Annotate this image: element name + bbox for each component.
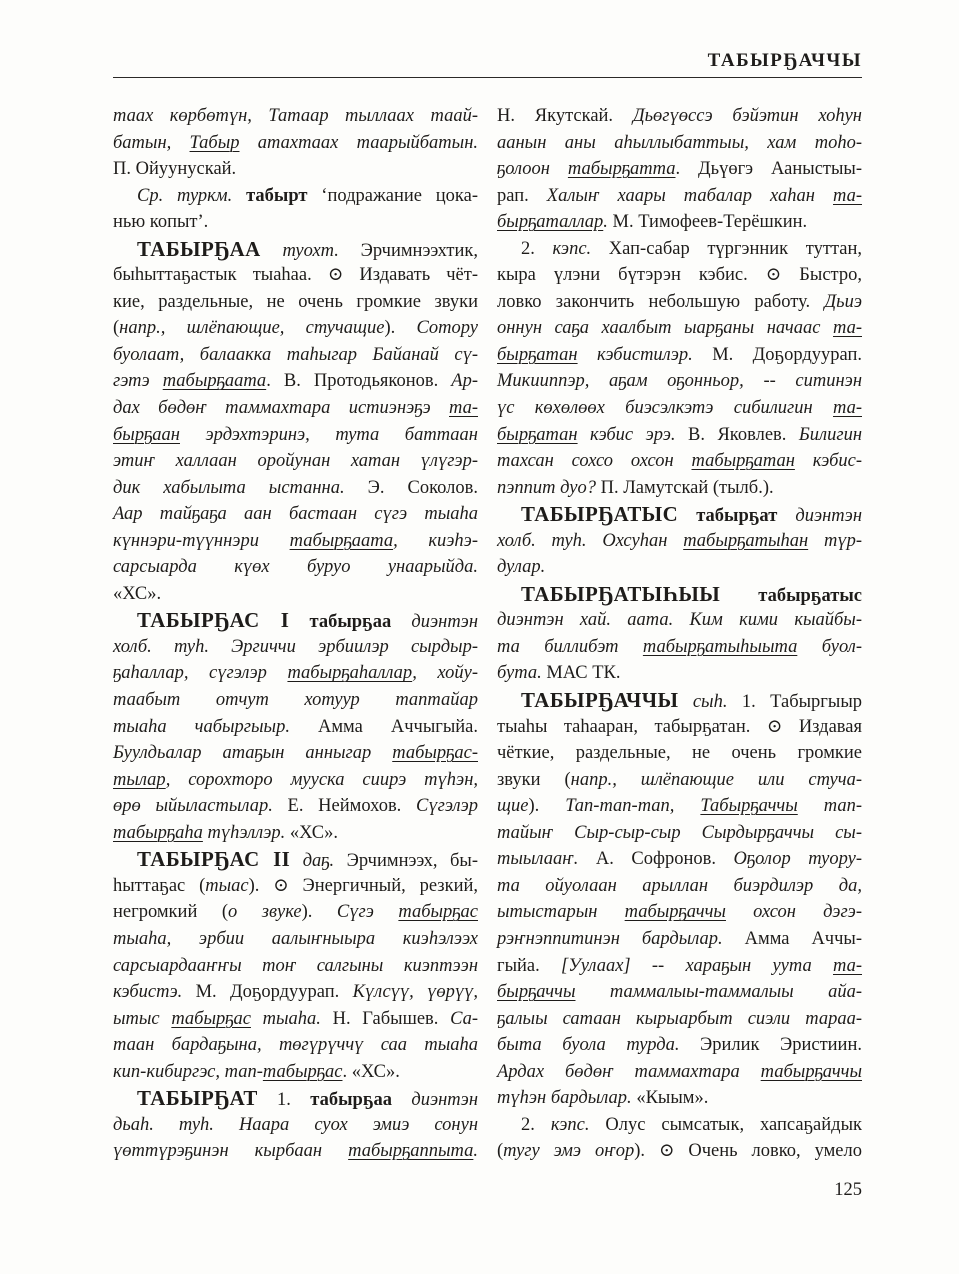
- text-line: [497, 1032, 862, 1059]
- text-segment: ТАБЫРҔАТ: [137, 1086, 258, 1111]
- text-segment: М. Доҕордуурап.: [195, 982, 353, 1003]
- text-line: [497, 687, 862, 714]
- running-head: ТАБЫРҔАЧЧЫ: [707, 50, 862, 71]
- text-segment: Буулдьалар атаҕын анныгар: [113, 743, 393, 764]
- text-line: [497, 315, 862, 342]
- text-segment: табырҕатан: [691, 451, 795, 472]
- text-line: [497, 368, 862, 395]
- text-segment: пэппит дуо?: [497, 477, 601, 498]
- text-line: [113, 342, 478, 369]
- text-segment: табырҕас: [398, 902, 478, 923]
- text-segment: та-: [833, 185, 862, 206]
- text-segment: ).: [384, 318, 417, 339]
- text-line: [113, 793, 478, 820]
- text-segment: ).: [301, 902, 337, 923]
- text-line: [497, 660, 862, 687]
- text-line: [497, 1138, 862, 1165]
- text-segment: Күлсүү, үөрүү,: [352, 982, 478, 1003]
- text-segment: табырҕаһаллар: [287, 663, 413, 684]
- text-line: [113, 714, 478, 741]
- text-segment: табырҕаппыта: [348, 1141, 474, 1162]
- text-segment: табырт: [246, 185, 308, 206]
- text-segment: П. Ламутскай (тылб.).: [600, 477, 774, 498]
- text-segment: рэҥнэппитинэн бардылар.: [497, 928, 745, 949]
- text-line: [497, 422, 862, 449]
- text-segment: , киэһэ-: [393, 530, 478, 551]
- text-segment: табырҕас: [171, 1008, 251, 1029]
- text-segment: ‘подражание цока-: [307, 185, 479, 206]
- text-line: [113, 1006, 478, 1033]
- text-line: [113, 448, 478, 475]
- text-segment: чёткие, раздельные, не очень громкие: [497, 743, 862, 764]
- text-segment: тыылааҥ.: [497, 849, 596, 870]
- text-line: [497, 183, 862, 210]
- text-line: [113, 926, 478, 953]
- text-line: [113, 873, 478, 900]
- text-line: [497, 607, 862, 634]
- text-segment: звуки (: [497, 769, 571, 790]
- text-segment: та-: [833, 318, 862, 339]
- text-segment: гыйа.: [497, 955, 562, 976]
- text-line: [113, 501, 478, 528]
- text-segment: аанын аны аһыллыбаттыы, хам тоһо-: [497, 132, 862, 153]
- text-segment: Тап-тап-тап,: [565, 796, 701, 817]
- text-segment: сыһ.: [692, 692, 728, 713]
- text-segment: 1.: [257, 1090, 311, 1111]
- text-line: [497, 342, 862, 369]
- text-segment: .: [603, 212, 613, 233]
- text-segment: ҕолоон: [497, 159, 568, 180]
- text-segment: кэбистилэр.: [577, 344, 713, 365]
- text-segment: тыас: [205, 875, 249, 896]
- text-line: [497, 1059, 862, 1086]
- text-segment: та ойуолаан арыллан биэрдилэр да,: [497, 875, 862, 896]
- text-segment: ҕалыы сатаан кырыарбыт сиэли тараа-: [497, 1008, 862, 1029]
- text-line: [113, 899, 478, 926]
- text-segment: ТАБЫРҔАТЫС: [521, 502, 679, 527]
- text-segment: та биллибэт: [497, 636, 643, 657]
- text-segment: , сорохторо мууска сиирэ түһэн,: [165, 769, 478, 790]
- text-line: [113, 1032, 478, 1059]
- text-segment: ловко закончить небольшую работу.: [497, 291, 825, 312]
- text-segment: негромкий (: [113, 902, 228, 923]
- text-segment: МАС ТК.: [546, 663, 621, 684]
- text-segment: табырҕаата: [289, 530, 394, 551]
- text-segment: дах бөдөҥ таммахтара истиэнэҕэ: [113, 398, 449, 419]
- text-segment: быта буола турда.: [497, 1035, 700, 1056]
- text-segment: та-: [833, 398, 862, 419]
- text-segment: атахтаах таарыйбатын.: [239, 132, 478, 153]
- text-segment: бырҕаччы: [497, 982, 576, 1003]
- text-segment: тахсан сохсо охсон: [497, 451, 692, 472]
- text-segment: табырҕатыһыыта: [642, 636, 798, 657]
- text-segment: кэпс.: [550, 1114, 590, 1135]
- text-segment: ТАБЫРҔАС I: [137, 608, 290, 633]
- text-line: [497, 714, 862, 741]
- text-line: [113, 289, 478, 316]
- text-segment: бырҕаан: [113, 424, 180, 445]
- text-segment: М. Тимофеев-Терёшкин.: [612, 212, 808, 233]
- text-segment: эрдэхтэринэ, тута баттаан: [179, 424, 478, 445]
- text-segment: бырҕатан: [497, 344, 578, 365]
- text-line: [113, 740, 478, 767]
- text-line: [497, 1085, 862, 1112]
- text-segment: Дьөгүөссэ бэйэтин хоһун: [632, 106, 862, 126]
- text-segment: тап-: [797, 796, 862, 817]
- text-segment: Амма Аччыгыйа.: [317, 716, 479, 737]
- text-segment: (: [497, 1141, 504, 1162]
- text-line: [497, 156, 862, 183]
- text-line: [497, 554, 862, 581]
- header-divider: [113, 77, 862, 78]
- text-segment: һыттаҕас (: [113, 875, 206, 896]
- text-segment: П. Ойуунускай.: [113, 159, 237, 180]
- text-segment: ҕаһаллар, сүгэлэр: [113, 663, 288, 684]
- text-segment: нью копыт’.: [113, 212, 209, 233]
- text-segment: тыаһа.: [250, 1008, 333, 1029]
- text-segment: түр-: [808, 530, 862, 551]
- text-line: [113, 846, 478, 873]
- text-segment: «ХС».: [113, 583, 162, 604]
- text-line: [497, 395, 862, 422]
- text-segment: холб. туһ. Охсуһан: [497, 530, 684, 551]
- text-segment: табырҕаа: [309, 612, 392, 633]
- text-segment: кие, раздельные, не очень громкие звуки: [113, 291, 478, 312]
- text-segment: Сүгэ: [336, 902, 399, 923]
- column-left: [113, 103, 478, 1165]
- text-line: [497, 262, 862, 289]
- text-line: [497, 1112, 862, 1139]
- text-segment: Эрилик Эристиин.: [699, 1035, 862, 1056]
- text-segment: [Уулаах] -- хараҕын уута: [561, 955, 833, 976]
- text-segment: «ХС».: [289, 822, 338, 843]
- text-segment: ытыстарын: [497, 902, 625, 923]
- text-segment: Ср. туркм.: [137, 185, 247, 206]
- text-line: [113, 687, 478, 714]
- text-segment: Ар-: [451, 371, 478, 392]
- text-line: [497, 448, 862, 475]
- text-segment: та-: [449, 398, 478, 419]
- text-segment: сарсыардааҥҥы тоҥ салгыны киэптээн: [113, 955, 478, 976]
- text-segment: [678, 506, 696, 526]
- text-line: [497, 528, 862, 555]
- text-segment: батын,: [113, 132, 190, 153]
- text-segment: (: [113, 318, 120, 339]
- text-segment: сарсыарда күөх буруо унаарыйда.: [113, 557, 478, 578]
- text-line: [497, 581, 862, 608]
- text-segment: Дьиэ: [824, 291, 862, 312]
- text-segment: Н. Габышев.: [332, 1008, 451, 1029]
- text-segment: тайыҥ Сыр-сыр-сыр Сырдырҕаччы сы-: [497, 822, 862, 843]
- text-line: [497, 899, 862, 926]
- text-segment: бырҕаталлар: [497, 212, 604, 233]
- text-segment: күннэри-түүннэри: [113, 530, 290, 551]
- text-segment: Амма Аччы-: [744, 928, 863, 949]
- text-segment: [290, 851, 302, 871]
- text-segment: рап.: [497, 185, 547, 206]
- text-columns: [113, 103, 862, 1165]
- text-line: [113, 475, 478, 502]
- text-segment: диэнтэн: [777, 506, 863, 527]
- text-segment: бырҕатан: [497, 424, 578, 445]
- text-segment: Оҕолор туору-: [733, 849, 862, 870]
- page-header: [113, 50, 862, 78]
- text-segment: ТАБЫРҔАА: [137, 236, 261, 261]
- text-segment: ытыс: [113, 1008, 172, 1029]
- text-segment: А. Софронов.: [595, 849, 734, 870]
- text-segment: Сүгэлэр: [416, 796, 478, 817]
- text-line: [113, 660, 478, 687]
- text-segment: таабыт отчут хотуур таптайар: [113, 690, 478, 711]
- text-segment: Билигин: [798, 424, 862, 445]
- text-segment: Табыр: [189, 132, 240, 153]
- text-segment: .: [473, 1141, 478, 1162]
- text-line: [497, 767, 862, 794]
- text-line: [113, 634, 478, 661]
- text-segment: о звуке: [228, 902, 302, 923]
- text-segment: напр., шлёпающие, стучащие: [119, 318, 385, 339]
- text-segment: кэбис эрэ.: [577, 424, 689, 445]
- text-segment: табырҕас: [262, 1061, 343, 1082]
- text-line: [113, 953, 478, 980]
- text-segment: Халыҥ хаары табалар хаһан: [546, 185, 833, 206]
- text-segment: холб. туһ. Эргиччи эрбиилэр сырдыр-: [113, 636, 478, 657]
- text-segment: щие: [497, 796, 529, 817]
- text-segment: ).: [528, 796, 566, 817]
- text-segment: табырҕаһа: [113, 822, 203, 843]
- text-segment: диэнтэн: [392, 1090, 479, 1111]
- text-line: [113, 1112, 478, 1139]
- text-line: [497, 846, 862, 873]
- text-segment: тыаһа, эрбии аалыҥныыра киэһэлээх: [113, 928, 478, 949]
- text-segment: даҕ.: [302, 851, 335, 872]
- text-segment: гэтэ: [113, 371, 163, 392]
- text-line: [113, 1138, 478, 1165]
- text-segment: та-: [833, 955, 862, 976]
- text-segment: бута.: [497, 663, 547, 684]
- text-line: [497, 475, 862, 502]
- text-segment: табырҕатыс: [758, 585, 862, 606]
- column-right: [497, 103, 862, 1165]
- text-line: [497, 979, 862, 1006]
- text-segment: түһэн бардылар.: [497, 1088, 637, 1109]
- text-segment: Са-: [450, 1008, 479, 1029]
- text-segment: өрө ыйыластылар.: [113, 796, 288, 817]
- text-segment: ). ⊙ Энергичный, резкий,: [248, 875, 478, 896]
- text-line: [113, 820, 478, 847]
- text-segment: Олус сымсатык, хапсаҕайдык: [589, 1114, 863, 1135]
- text-line: [497, 501, 862, 528]
- text-segment: Микииппэр, аҕам оҕонньор, -- ситинэн: [497, 371, 862, 392]
- text-line: [497, 103, 862, 130]
- text-segment: напр., шлёпающие или стуча-: [570, 769, 862, 790]
- text-segment: [289, 612, 309, 632]
- text-segment: В. Яковлев.: [688, 424, 799, 445]
- text-segment: [678, 692, 692, 712]
- text-segment: быһыттаҕастык тыаһаа. ⊙ Издавать чёт-: [113, 265, 478, 286]
- text-segment: табырҕатыһан: [683, 530, 809, 551]
- text-segment: 2.: [521, 1114, 551, 1135]
- text-line: [113, 130, 478, 157]
- text-segment: табырҕатта: [567, 159, 676, 180]
- text-segment: Сотору: [416, 318, 478, 339]
- text-segment: кип-кибиргэс, тап-: [113, 1061, 263, 1082]
- text-segment: ТАБЫРҔАТЫҺЫЫ: [521, 581, 721, 606]
- text-segment: . «ХС».: [342, 1061, 400, 1082]
- text-segment: туохт.: [282, 240, 339, 261]
- text-segment: кэбистэ.: [113, 982, 196, 1003]
- text-line: [497, 130, 862, 157]
- text-line: [497, 289, 862, 316]
- text-line: [497, 209, 862, 236]
- text-line: [113, 767, 478, 794]
- text-segment: охсон дэгэ-: [725, 902, 862, 923]
- text-segment: табырҕас-: [392, 743, 478, 764]
- text-segment: Ардах бөдөҥ таммахтара: [497, 1061, 761, 1082]
- text-segment: Э. Соколов.: [367, 477, 478, 498]
- text-line: [113, 103, 478, 130]
- text-segment: дьаһ. туһ. Наара суох эмиэ сонун: [113, 1114, 478, 1135]
- text-segment: . Дьүөгэ Ааныстыы-: [675, 159, 863, 180]
- text-segment: табырҕаччы: [760, 1061, 862, 1082]
- text-line: [113, 607, 478, 634]
- text-line: [497, 1006, 862, 1033]
- text-line: [113, 581, 478, 608]
- text-segment: этиҥ халлаан оройунан хатан үлүгэр-: [113, 451, 478, 472]
- text-segment: «Кыым».: [636, 1088, 709, 1109]
- text-segment: [261, 241, 283, 261]
- text-line: [113, 368, 478, 395]
- text-line: [113, 1085, 478, 1112]
- text-line: [113, 315, 478, 342]
- text-line: [497, 873, 862, 900]
- text-segment: табырҕаата: [162, 371, 267, 392]
- text-segment: диэнтэн хай. аата. Ким кими кыайбы-: [497, 610, 862, 631]
- text-line: [113, 209, 478, 236]
- text-line: [113, 422, 478, 449]
- text-segment: диэнтэн: [391, 612, 479, 633]
- text-segment: [720, 586, 758, 606]
- text-segment: , хойу-: [412, 663, 478, 684]
- text-segment: таммалыы-таммалыы айа-: [575, 982, 862, 1003]
- text-segment: тыаһа чабыргыыр.: [113, 716, 318, 737]
- text-line: [113, 554, 478, 581]
- text-segment: дик хабылыта ыстанна.: [113, 477, 368, 498]
- text-segment: табырҕаччы: [624, 902, 726, 923]
- text-line: [113, 528, 478, 555]
- text-segment: таан бардаҕына, төгүрүччү саа тыаһа: [113, 1035, 478, 1056]
- text-line: [113, 183, 478, 210]
- text-line: [497, 926, 862, 953]
- text-segment: Н. Якутскай.: [497, 106, 633, 126]
- text-segment: таах көрбөтүн, Татаар тыллаах таай-: [113, 106, 478, 126]
- text-line: [497, 953, 862, 980]
- text-segment: кэбис-: [794, 451, 863, 472]
- text-segment: табырҕаа: [310, 1090, 392, 1111]
- text-segment: үс көхөлөөх биэсэлкэтэ сибилигин: [497, 398, 833, 419]
- page-number: 125: [834, 1180, 862, 1200]
- text-segment: . В. Протодьяконов.: [266, 371, 452, 392]
- text-segment: Эрчимнээхтик,: [338, 240, 479, 261]
- text-segment: тылар: [113, 769, 166, 790]
- text-segment: Аар тайҕаҕа аан бастаан сүгэ тыаһа: [113, 504, 478, 525]
- text-line: [497, 793, 862, 820]
- text-segment: М. Доҕордуурап.: [712, 344, 862, 365]
- text-segment: тугу эмэ оҥор: [503, 1141, 635, 1162]
- text-segment: кыра үлэни бүтэрэн кэбис. ⊙ Быстро,: [497, 265, 862, 286]
- text-segment: 1. Табыргыыр: [727, 692, 863, 713]
- text-segment: дулар.: [497, 557, 546, 578]
- text-line: [113, 979, 478, 1006]
- text-segment: ТАБЫРҔАС II: [137, 847, 291, 872]
- text-line: [113, 236, 478, 263]
- text-segment: буолаат, балаакка таһыгар Байанай сү-: [113, 344, 478, 365]
- text-line: [113, 262, 478, 289]
- text-segment: Хап-сабар түргэнник туттан,: [591, 238, 863, 259]
- text-line: [497, 634, 862, 661]
- text-segment: үөттүрэҕинэн кырбаан: [113, 1141, 349, 1162]
- text-line: [113, 156, 478, 183]
- text-segment: кэпс.: [552, 238, 592, 259]
- text-segment: оннун саҕа хаалбыт ыарҕаны начаас: [497, 318, 833, 339]
- text-segment: ). ⊙ Очень ловко, умело: [634, 1141, 863, 1162]
- text-segment: тыаһы таһааран, табырҕатан. ⊙ Издавая: [497, 716, 862, 737]
- text-segment: түһэллэр.: [202, 822, 290, 843]
- text-line: [113, 1059, 478, 1086]
- text-line: [497, 236, 862, 263]
- text-segment: Эрчимнээх, бы-: [334, 851, 478, 872]
- text-segment: Табырҕаччы: [700, 796, 798, 817]
- text-segment: табырҕат: [696, 506, 778, 527]
- text-segment: ТАБЫРҔАЧЧЫ: [521, 688, 679, 713]
- text-segment: 2.: [521, 238, 553, 259]
- text-line: [113, 395, 478, 422]
- text-line: [497, 820, 862, 847]
- text-line: [497, 740, 862, 767]
- text-segment: буол-: [797, 636, 863, 657]
- text-segment: Е. Неймохов.: [287, 796, 417, 817]
